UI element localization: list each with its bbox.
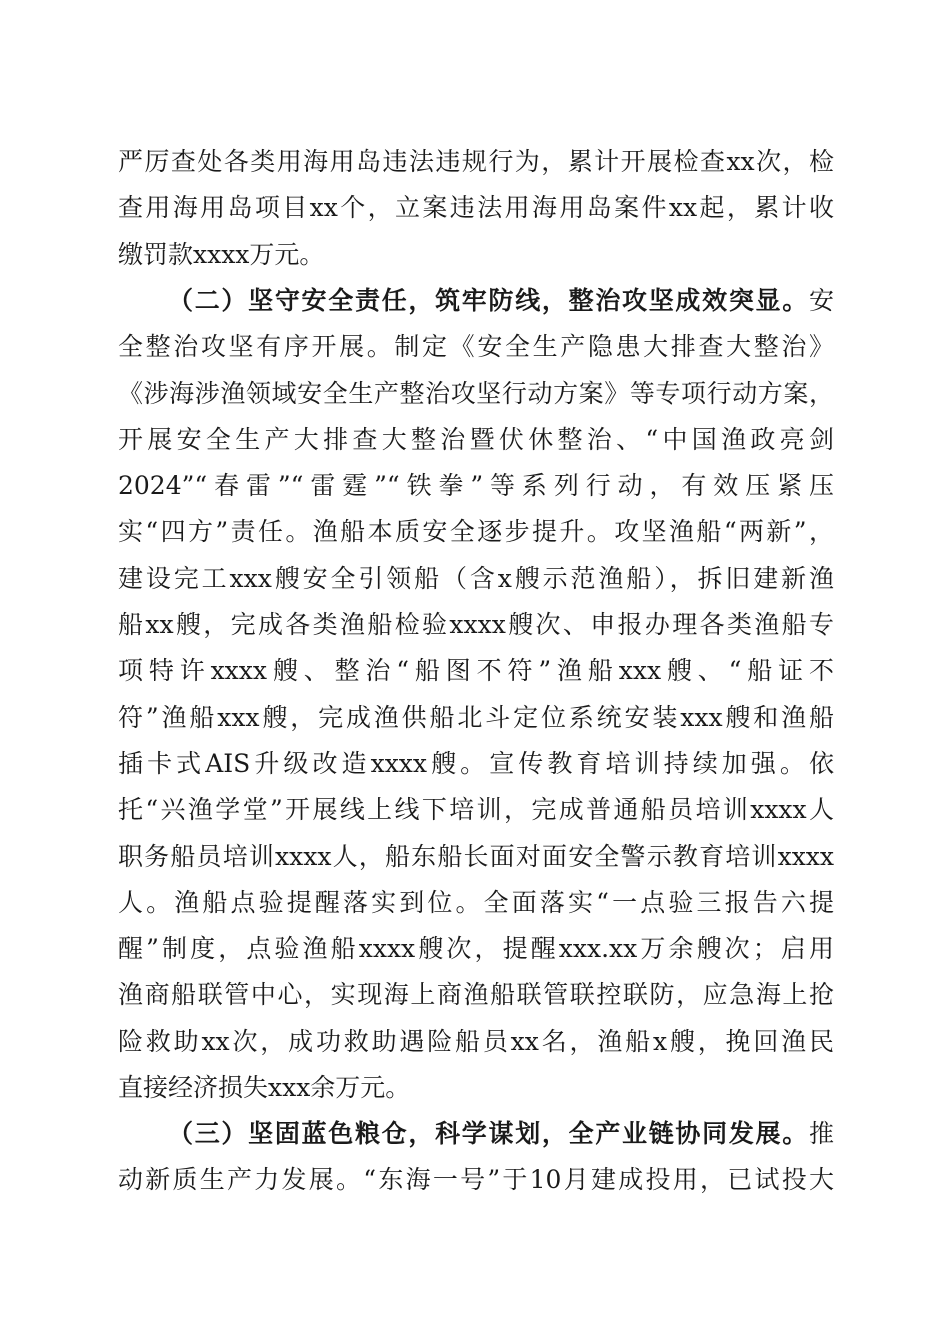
paragraph-line: 2024”“春雷”“雷霆”“铁拳”等系列行动，有效压紧压 [118,471,834,501]
section-heading: （三）坚固蓝色粮仓，科学谋划，全产业链协同发展。 [168,1119,809,1148]
paragraph-line: 项特许xxxx艘、整治“船图不符”渔船xxx艘、“船证不 [118,656,834,686]
paragraph-2 [118,278,834,1111]
section-heading: （二）坚守安全责任，筑牢防线，整治攻坚成效突显。 [168,286,809,315]
paragraph-line: 符”渔船xxx艘，完成渔供船北斗定位系统安装xxx艘和渔船 [118,702,834,732]
paragraph-line-rest: 安 [808,286,834,315]
paragraph-line: 全整治攻坚有序开展。制定《安全生产隐患大排查大整治》 [118,332,834,362]
paragraph-first-line [118,278,834,324]
paragraph-line: 建设完工xxx艘安全引领船（含x艘示范渔船），拆旧建新渔 [118,563,834,593]
paragraph-line: 托“兴渔学堂”开展线上线下培训，完成普通船员培训xxxx人 [118,795,834,825]
paragraph-line: 险救助xx次，成功救助遇险船员xx名，渔船x艘，挽回渔民 [118,1026,834,1056]
paragraph-line: 动新质生产力发展。“东海一号”于10月建成投用，已试投大 [118,1165,834,1195]
paragraph-1 [118,139,834,278]
paragraph-line: 实“四方”责任。渔船本质安全逐步提升。攻坚渔船“两新”， [118,517,834,547]
paragraph-line: 《涉海涉渔领域安全生产整治攻坚行动方案》等专项行动方案， [118,378,834,408]
paragraph-line: 职务船员培训xxxx人，船东船长面对面安全警示教育培训xxxx [118,841,834,871]
paragraph-line: 人。渔船点验提醒落实到位。全面落实“一点验三报告六提 [118,887,834,917]
paragraph-line: 船xx艘，完成各类渔船检验xxxx艘次、申报办理各类渔船专 [118,610,834,640]
paragraph-line: 开展安全生产大排查大整治暨伏休整治、“中国渔政亮剑 [118,424,834,454]
paragraph-line: 缴罚款xxxx万元。 [118,239,325,269]
paragraph-line: 渔商船联管中心，实现海上商渔船联管联控联防，应急海上抢 [118,980,834,1010]
paragraph-line: 直接经济损失xxx余万元。 [118,1073,411,1103]
paragraph-first-line [118,1111,834,1157]
paragraph-line: 严厉查处各类用海用岛违法违规行为，累计开展检查xx次，检 [118,147,834,176]
paragraph-line: 插卡式AIS升级改造xxxx艘。宣传教育培训持续加强。依 [118,748,834,778]
paragraph-line: 查用海用岛项目xx个，立案违法用海用岛案件xx起，累计收 [118,193,834,223]
paragraph-line-rest: 推 [808,1119,834,1148]
paragraph-3 [118,1111,834,1204]
paragraph-line: 醒”制度，点验渔船xxxx艘次，提醒xxx.xx万余艘次；启用 [118,934,834,964]
